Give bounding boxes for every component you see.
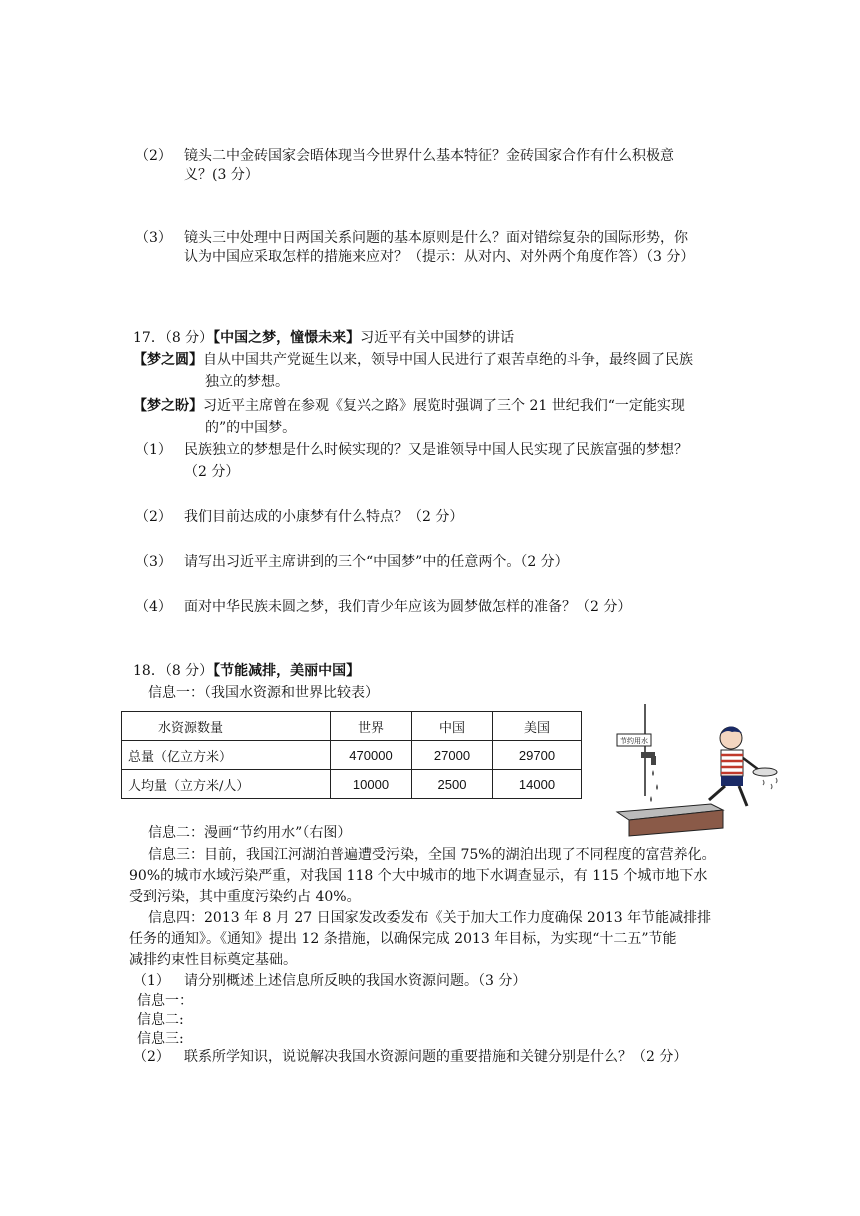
- q17-dream1: [133, 350, 693, 370]
- boy-leg-back: [709, 786, 725, 800]
- q16-part3-line1: 镜头三中处理中日两国关系问题的基本原则是什么？面对错综复杂的国际形势，你: [184, 230, 688, 246]
- q18-info1-label: 信息一：（我国水资源和世界比较表）: [148, 685, 379, 701]
- q17-part3-text: 请写出习近平主席讲到的三个“中国梦”中的任意两个。（2 分）: [184, 554, 569, 570]
- q18-part2-text: 联系所学知识，说说解决我国水资源问题的重要措施和关键分别是什么？（2 分）: [184, 1049, 688, 1065]
- q18-info4-line1: 信息四：2013 年 8 月 27 日国家发改委发布《关于加大工作力度确保 2013 年节能减排排: [148, 910, 712, 926]
- q17-part4-text: 面对中华民族未圆之梦，我们青少年应该为圆梦做怎样的准备？（2 分）: [184, 599, 632, 615]
- table-cell: 总量（亿立方米）: [122, 741, 331, 770]
- q18-part1-number: （1）: [133, 973, 170, 989]
- q17-dream1-label: 【梦之圆】: [133, 352, 203, 368]
- q16-part2-number: （2）: [135, 148, 172, 164]
- q17-part1-line2: （2 分）: [184, 464, 240, 480]
- table-row: [122, 741, 582, 770]
- q18-info3-line2: 90%的城市水域污染严重，对我国 118 个大中城市的地下水调查显示，有 115 个城市地下水: [129, 868, 708, 884]
- table-header-cell: 中国: [412, 712, 493, 741]
- table-header-row: [122, 712, 582, 741]
- q16-part2-line1: 镜头二中金砖国家会晤体现当今世界什么基本特征？金砖国家合作有什么积极意: [184, 148, 674, 164]
- q16-part3-line2: 认为中国应采取怎样的措施来应对？（提示：从对内、对外两个角度作答）（3 分）: [184, 249, 695, 265]
- water-resources-table: [121, 711, 582, 799]
- q17-dream1-line1: 自从中国共产党诞生以来，领导中国人民进行了艰苦卓绝的斗争，最终圆了民族: [203, 352, 693, 368]
- q18-info3-line1: 信息三：目前，我国江河湖泊普遍遭受污染，全国 75%的湖泊出现了不同程度的富营养化。: [148, 847, 716, 863]
- boy-arm: [743, 758, 759, 770]
- table-header-cell: 水资源数量: [122, 712, 331, 741]
- table-cell: 2500: [412, 770, 493, 799]
- q18-info3-line3: 受到污染，其中重度污染约占 40%。: [129, 889, 361, 905]
- q18-info4-line2: 任务的通知》。《通知》提出 12 条措施，以确保完成 2013 年目标，为实现“十二五”节能: [129, 931, 677, 947]
- bowl-icon: [753, 768, 777, 776]
- q18-answer-info1: 信息一：: [137, 993, 193, 1009]
- q17-part4-number: （4）: [135, 599, 172, 615]
- table-cell: 人均量（立方米/人）: [122, 770, 331, 799]
- table-cell: 29700: [493, 741, 582, 770]
- boy-shirt: [721, 750, 743, 776]
- q17-heading-rest: 习近平有关中国梦的讲话: [360, 330, 515, 346]
- q18-part1-text: 请分别概述上述信息所反映的我国水资源问题。（3 分）: [184, 973, 527, 989]
- save-water-cartoon: [613, 700, 783, 838]
- q17-part2-number: （2）: [135, 509, 172, 525]
- boy-shorts: [721, 776, 743, 786]
- q17-part3-number: （3）: [135, 554, 172, 570]
- q18-title: 【节能减排，美丽中国】: [213, 663, 361, 679]
- q16-part3-number: （3）: [135, 230, 172, 246]
- q17-dream2: [133, 396, 685, 416]
- table-cell: 27000: [412, 741, 493, 770]
- tap-spout: [651, 756, 656, 765]
- q17-dream1-line2: 独立的梦想。: [205, 374, 289, 390]
- q17-title: 【中国之梦，憧憬未来】: [213, 330, 361, 346]
- q17-dream2-line1: 习近平主席曾在参观《复兴之路》展览时强调了三个 21 世纪我们“一定能实现: [203, 398, 685, 414]
- q18-heading: [133, 661, 360, 681]
- q17-dream2-line2: 的”的中国梦。: [205, 420, 297, 436]
- boy-leg-front: [739, 786, 747, 806]
- sign-text: 节约用水: [620, 737, 648, 745]
- q18-answer-info3: 信息三:: [137, 1031, 184, 1047]
- q18-number: 18．（8 分）: [133, 663, 214, 679]
- table-header-cell: 世界: [331, 712, 412, 741]
- q16-part2-line2: 义？(3 分）: [184, 167, 259, 183]
- table-cell: 14000: [493, 770, 582, 799]
- q17-part1-line1: 民族独立的梦想是什么时候实现的？又是谁领导中国人民实现了民族富强的梦想？: [184, 442, 688, 458]
- water-drops-icon: [650, 770, 658, 802]
- q18-info4-line3: 减排约束性目标奠定基础。: [129, 952, 297, 968]
- q18-part2-number: （2）: [133, 1049, 170, 1065]
- table-cell: 470000: [331, 741, 412, 770]
- q17-part2-text: 我们目前达成的小康梦有什么特点？（2 分）: [184, 509, 464, 525]
- q18-answer-info2: 信息二:: [137, 1012, 184, 1028]
- table-row: [122, 770, 582, 799]
- table-header-cell: 美国: [493, 712, 582, 741]
- q17-part1-number: （1）: [135, 442, 172, 458]
- q17-number: 17．（8 分）: [133, 330, 214, 346]
- table-cell: 10000: [331, 770, 412, 799]
- splash-icon: [763, 778, 777, 789]
- q17-heading: [133, 328, 514, 348]
- q17-dream2-label: 【梦之盼】: [133, 398, 203, 414]
- q18-info2: 信息二：漫画“节约用水”（右图）: [148, 825, 352, 841]
